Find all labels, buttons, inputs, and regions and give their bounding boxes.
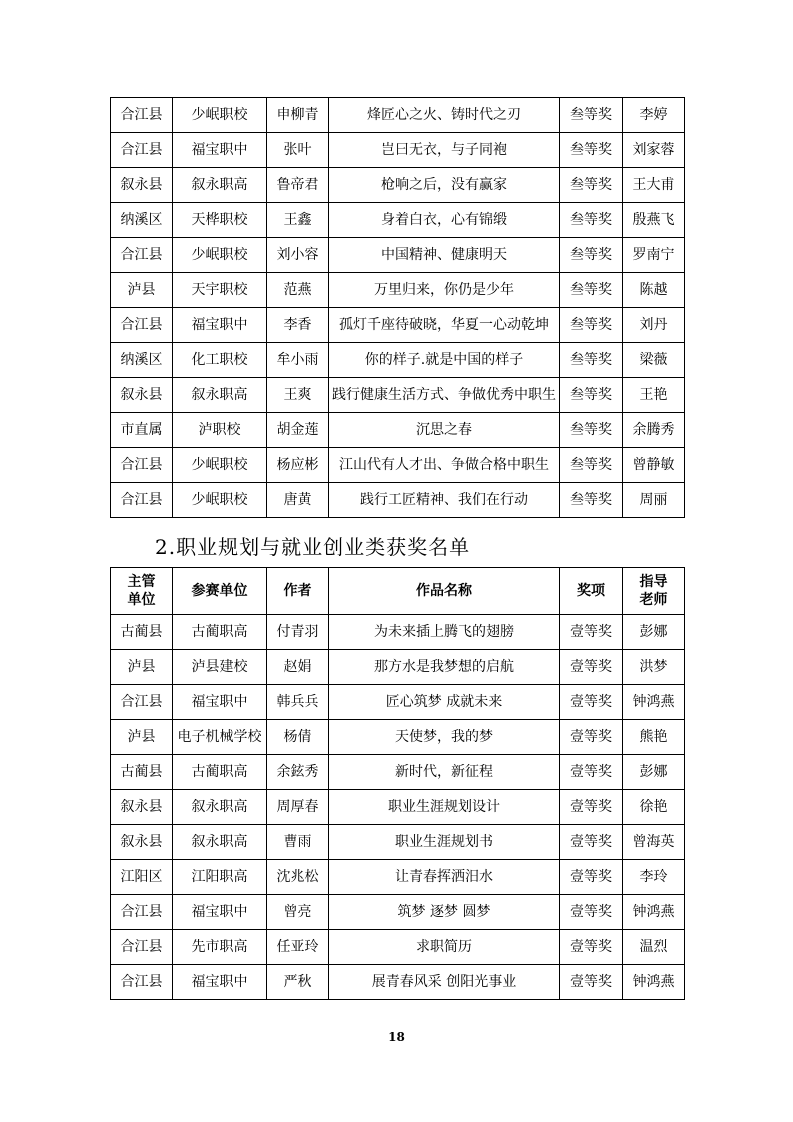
department-cell: 合江县 [111, 930, 173, 965]
author-cell: 周厚春 [267, 790, 329, 825]
department-cell: 合江县 [111, 895, 173, 930]
table-row [111, 133, 685, 168]
author-cell: 张叶 [267, 133, 329, 168]
award-cell: 壹等奖 [560, 615, 623, 650]
department-cell: 合江县 [111, 308, 173, 343]
school-cell: 少岷职校 [173, 238, 267, 273]
school-cell: 叙永职高 [173, 790, 267, 825]
header-advisor-line2: 老师 [639, 592, 668, 608]
work-title-cell: 让青春挥洒汨水 [329, 860, 560, 895]
school-cell: 江阳职高 [173, 860, 267, 895]
school-cell: 电子机械学校 [173, 720, 267, 755]
award-cell: 壹等奖 [560, 685, 623, 720]
award-cell: 叁等奖 [560, 378, 623, 413]
table-row [111, 615, 685, 650]
advisor-cell: 彭娜 [623, 755, 685, 790]
table-row [111, 378, 685, 413]
advisor-cell: 殷燕飞 [623, 203, 685, 238]
work-title-cell: 践行工匠精神、我们在行动 [329, 483, 560, 518]
work-title-cell: 筑梦 逐梦 圆梦 [329, 895, 560, 930]
work-title-cell: 那方水是我梦想的启航 [329, 650, 560, 685]
table-row [111, 895, 685, 930]
work-title-cell: 中国精神、健康明天 [329, 238, 560, 273]
department-cell: 合江县 [111, 483, 173, 518]
department-cell: 叙永县 [111, 825, 173, 860]
advisor-cell: 王大甫 [623, 168, 685, 203]
advisor-cell: 熊艳 [623, 720, 685, 755]
award-table-career-planning [110, 567, 685, 1000]
author-cell: 申柳青 [267, 98, 329, 133]
header-advisor-line1: 指导 [639, 574, 668, 590]
table-row [111, 448, 685, 483]
advisor-cell: 洪梦 [623, 650, 685, 685]
work-title-cell: 身着白衣，心有锦缎 [329, 203, 560, 238]
table-row [111, 273, 685, 308]
header-department-line1: 主管 [127, 574, 156, 590]
school-cell: 叙永职高 [173, 825, 267, 860]
author-cell: 鲁帝君 [267, 168, 329, 203]
award-cell: 壹等奖 [560, 825, 623, 860]
author-cell: 刘小容 [267, 238, 329, 273]
department-cell: 叙永县 [111, 790, 173, 825]
school-cell: 少岷职校 [173, 483, 267, 518]
table-row [111, 308, 685, 343]
department-cell: 合江县 [111, 133, 173, 168]
award-cell: 壹等奖 [560, 650, 623, 685]
award-cell: 叁等奖 [560, 273, 623, 308]
school-cell: 福宝职中 [173, 308, 267, 343]
department-cell: 古蔺县 [111, 755, 173, 790]
table-header-row [111, 568, 685, 615]
work-title-cell: 为未来插上腾飞的翅膀 [329, 615, 560, 650]
header-department [111, 568, 173, 615]
author-cell: 任亚玲 [267, 930, 329, 965]
advisor-cell: 王艳 [623, 378, 685, 413]
department-cell: 纳溪区 [111, 203, 173, 238]
school-cell: 泸职校 [173, 413, 267, 448]
award-cell: 叁等奖 [560, 448, 623, 483]
page-number: 18 [388, 1030, 405, 1044]
award-cell: 叁等奖 [560, 98, 623, 133]
author-cell: 牟小雨 [267, 343, 329, 378]
author-cell: 杨应彬 [267, 448, 329, 483]
header-school: 参赛单位 [173, 568, 267, 615]
advisor-cell: 钟鸿燕 [623, 685, 685, 720]
header-author: 作者 [267, 568, 329, 615]
table-row [111, 203, 685, 238]
school-cell: 福宝职中 [173, 965, 267, 1000]
work-title-cell: 求职简历 [329, 930, 560, 965]
award-cell: 壹等奖 [560, 755, 623, 790]
school-cell: 少岷职校 [173, 98, 267, 133]
author-cell: 王鑫 [267, 203, 329, 238]
table-row [111, 790, 685, 825]
work-title-cell: 职业生涯规划设计 [329, 790, 560, 825]
advisor-cell: 钟鸿燕 [623, 895, 685, 930]
advisor-cell: 刘丹 [623, 308, 685, 343]
work-title-cell: 展青春风采 创阳光事业 [329, 965, 560, 1000]
school-cell: 泸县建校 [173, 650, 267, 685]
advisor-cell: 罗南宁 [623, 238, 685, 273]
work-title-cell: 践行健康生活方式、争做优秀中职生 [329, 378, 560, 413]
table-row [111, 343, 685, 378]
table-row [111, 685, 685, 720]
award-cell: 壹等奖 [560, 895, 623, 930]
work-title-cell: 职业生涯规划书 [329, 825, 560, 860]
author-cell: 唐黄 [267, 483, 329, 518]
table-row [111, 238, 685, 273]
award-cell: 叁等奖 [560, 413, 623, 448]
advisor-cell: 余腾秀 [623, 413, 685, 448]
school-cell: 天桦职校 [173, 203, 267, 238]
header-work-title: 作品名称 [329, 568, 560, 615]
author-cell: 曾亮 [267, 895, 329, 930]
school-cell: 化工职校 [173, 343, 267, 378]
work-title-cell: 江山代有人才出、争做合格中职生 [329, 448, 560, 483]
award-cell: 壹等奖 [560, 790, 623, 825]
school-cell: 福宝职中 [173, 895, 267, 930]
work-title-cell: 匠心筑梦 成就未来 [329, 685, 560, 720]
advisor-cell: 曾海英 [623, 825, 685, 860]
work-title-cell: 沉思之春 [329, 413, 560, 448]
department-cell: 市直属 [111, 413, 173, 448]
school-cell: 叙永职高 [173, 168, 267, 203]
author-cell: 杨倩 [267, 720, 329, 755]
department-cell: 叙永县 [111, 378, 173, 413]
table-row [111, 650, 685, 685]
advisor-cell: 周丽 [623, 483, 685, 518]
department-cell: 合江县 [111, 98, 173, 133]
department-cell: 合江县 [111, 238, 173, 273]
advisor-cell: 李婷 [623, 98, 685, 133]
award-cell: 叁等奖 [560, 238, 623, 273]
table-row [111, 168, 685, 203]
work-title-cell: 你的样子.就是中国的样子 [329, 343, 560, 378]
table-row [111, 965, 685, 1000]
advisor-cell: 陈越 [623, 273, 685, 308]
department-cell: 合江县 [111, 685, 173, 720]
department-cell: 泸县 [111, 720, 173, 755]
header-department-line2: 单位 [127, 592, 156, 608]
department-cell: 古蔺县 [111, 615, 173, 650]
school-cell: 古蔺职高 [173, 615, 267, 650]
advisor-cell: 钟鸿燕 [623, 965, 685, 1000]
table-row [111, 930, 685, 965]
award-cell: 叁等奖 [560, 203, 623, 238]
header-advisor [623, 568, 685, 615]
award-cell: 壹等奖 [560, 860, 623, 895]
department-cell: 泸县 [111, 650, 173, 685]
award-cell: 叁等奖 [560, 168, 623, 203]
work-title-cell: 枪响之后，没有赢家 [329, 168, 560, 203]
school-cell: 古蔺职高 [173, 755, 267, 790]
advisor-cell: 彭娜 [623, 615, 685, 650]
school-cell: 叙永职高 [173, 378, 267, 413]
award-cell: 壹等奖 [560, 965, 623, 1000]
department-cell: 泸县 [111, 273, 173, 308]
section-title: 2.职业规划与就业创业类获奖名单 [155, 535, 471, 559]
school-cell: 少岷职校 [173, 448, 267, 483]
work-title-cell: 烽匠心之火、铸时代之刃 [329, 98, 560, 133]
award-cell: 壹等奖 [560, 720, 623, 755]
author-cell: 沈兆松 [267, 860, 329, 895]
work-title-cell: 万里归来，你仍是少年 [329, 273, 560, 308]
table-row [111, 860, 685, 895]
author-cell: 严秋 [267, 965, 329, 1000]
advisor-cell: 曾静敏 [623, 448, 685, 483]
school-cell: 天宇职校 [173, 273, 267, 308]
author-cell: 范燕 [267, 273, 329, 308]
work-title-cell: 岂曰无衣，与子同袍 [329, 133, 560, 168]
work-title-cell: 新时代，新征程 [329, 755, 560, 790]
author-cell: 李香 [267, 308, 329, 343]
award-cell: 叁等奖 [560, 483, 623, 518]
author-cell: 胡金莲 [267, 413, 329, 448]
table-row [111, 413, 685, 448]
header-award: 奖项 [560, 568, 623, 615]
author-cell: 付青羽 [267, 615, 329, 650]
award-cell: 叁等奖 [560, 133, 623, 168]
author-cell: 王爽 [267, 378, 329, 413]
work-title-cell: 孤灯千座待破晓，华夏一心动乾坤 [329, 308, 560, 343]
table-row [111, 98, 685, 133]
table-row [111, 483, 685, 518]
advisor-cell: 徐艳 [623, 790, 685, 825]
advisor-cell: 梁薇 [623, 343, 685, 378]
school-cell: 福宝职中 [173, 685, 267, 720]
school-cell: 福宝职中 [173, 133, 267, 168]
school-cell: 先市职高 [173, 930, 267, 965]
advisor-cell: 李玲 [623, 860, 685, 895]
award-table-part1 [110, 97, 685, 518]
department-cell: 江阳区 [111, 860, 173, 895]
table-row [111, 825, 685, 860]
department-cell: 叙永县 [111, 168, 173, 203]
author-cell: 曹雨 [267, 825, 329, 860]
department-cell: 纳溪区 [111, 343, 173, 378]
work-title-cell: 天使梦，我的梦 [329, 720, 560, 755]
advisor-cell: 刘家蓉 [623, 133, 685, 168]
table-row [111, 720, 685, 755]
table-row [111, 755, 685, 790]
advisor-cell: 温烈 [623, 930, 685, 965]
award-cell: 叁等奖 [560, 308, 623, 343]
author-cell: 余鉉秀 [267, 755, 329, 790]
author-cell: 韩兵兵 [267, 685, 329, 720]
author-cell: 赵娟 [267, 650, 329, 685]
department-cell: 合江县 [111, 965, 173, 1000]
department-cell: 合江县 [111, 448, 173, 483]
award-cell: 叁等奖 [560, 343, 623, 378]
award-cell: 壹等奖 [560, 930, 623, 965]
